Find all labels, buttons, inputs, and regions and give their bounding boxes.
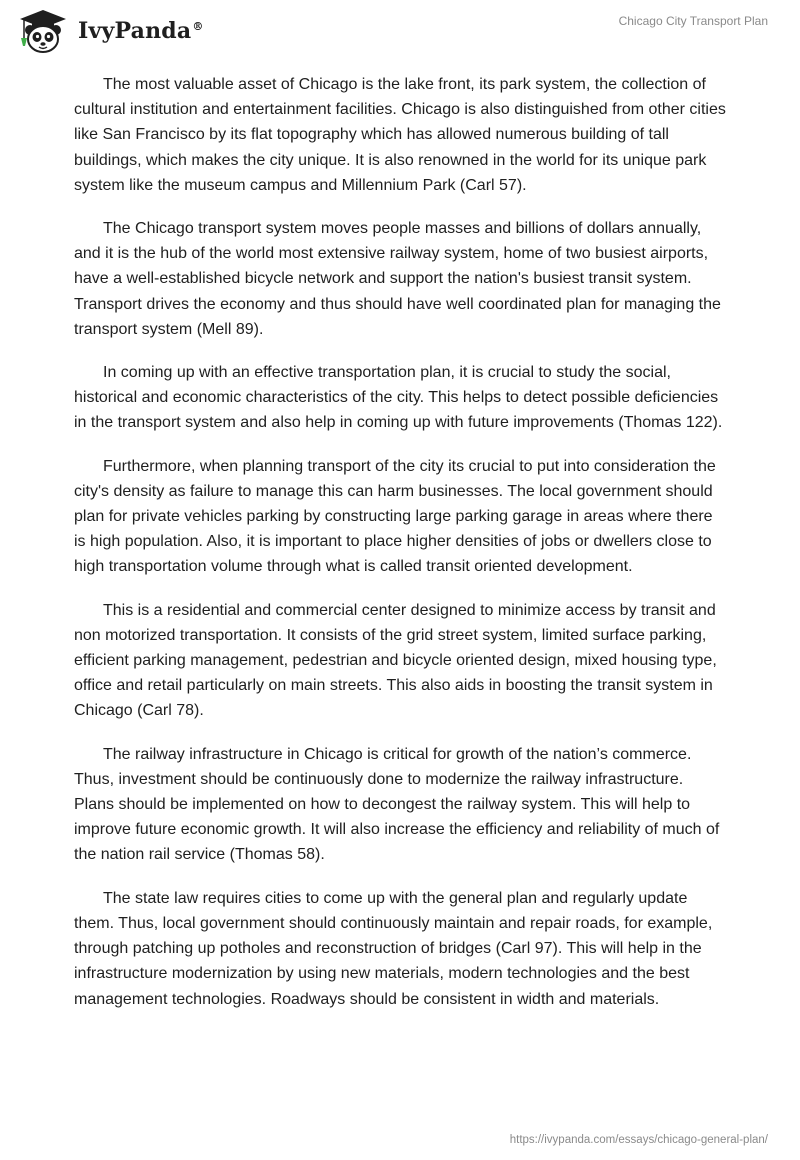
paragraph-6: The railway infrastructure in Chicago is critical for growth of the nation’s commerce. Thus, investment should be continuously done to modernize the railway infrastructure. Plans should be implemented on how to decongest the railway system. This will help to improve future economic growth. It will also increase the efficiency and reliability of much of the nation rail service (Thomas 58). [74, 745, 720, 864]
brand-name: IvyPanda® [78, 18, 204, 44]
brand-logo[interactable] [14, 8, 204, 54]
paragraph-5: This is a residential and commercial center designed to minimize access by transit and non motorized transportation. It consists of the grid street system, limited surface parking, efficient parking management, pedestrian and bicycle oriented design, mixed housing type, office and retail particularly on main streets. This also aids in boosting the transit system in Chicago (Carl 78). [74, 601, 717, 720]
paragraph-3: In coming up with an effective transportation plan, it is crucial to study the social, historical and economic characteristics of the city. This helps to detect possible deficiencies in the transport system and also help in coming up with future improvements (Thomas 122). [74, 364, 723, 432]
paragraph-2: The Chicago transport system moves people masses and billions of dollars annually, and it is the hub of the world most extensive railway system, home of two busiest airports, have a well-established bicycle network and support the nation's busiest transit system. Transport drives the economy and thus should have well coordinated plan for managing the transport system (Mell 89). [74, 220, 721, 338]
essay-body [74, 72, 726, 1030]
panda-graduation-cap-icon [14, 8, 72, 54]
paragraph-7: The state law requires cities to come up with the general plan and regularly update them. Thus, local government should continuously maintain and repair roads, for example, through patching up potholes and reconstruction of bridges (Carl 97). This will help in the infrastructure modernization by using new materials, modern technologies and the best management technologies. Roadways should be consistent in width and materials. [74, 889, 713, 1008]
document-title: Chicago City Transport Plan [618, 14, 768, 28]
paragraph-1: The most valuable asset of Chicago is the lake front, its park system, the collection of cultural institution and entertainment facilities. Chicago is also distinguished from other cities like San Francisco by its flat topography which has allowed numerous building of tall buildings, which makes the city unique. It is also renowned in the world for its unique park system like the museum campus and Millennium Park (Carl 57). [74, 76, 726, 194]
page-header [0, 0, 800, 60]
source-url-link[interactable]: https://ivypanda.com/essays/chicago-general-plan/ [509, 1134, 768, 1146]
paragraph-4: Furthermore, when planning transport of the city its crucial to put into consideration the city's density as failure to manage this can harm businesses. The local government should plan for private vehicles parking by constructing large parking garage in areas where there is high population. Also, it is important to place higher densities of jobs or dwellers close to high transportation volume through what is called transit oriented development. [74, 457, 716, 576]
